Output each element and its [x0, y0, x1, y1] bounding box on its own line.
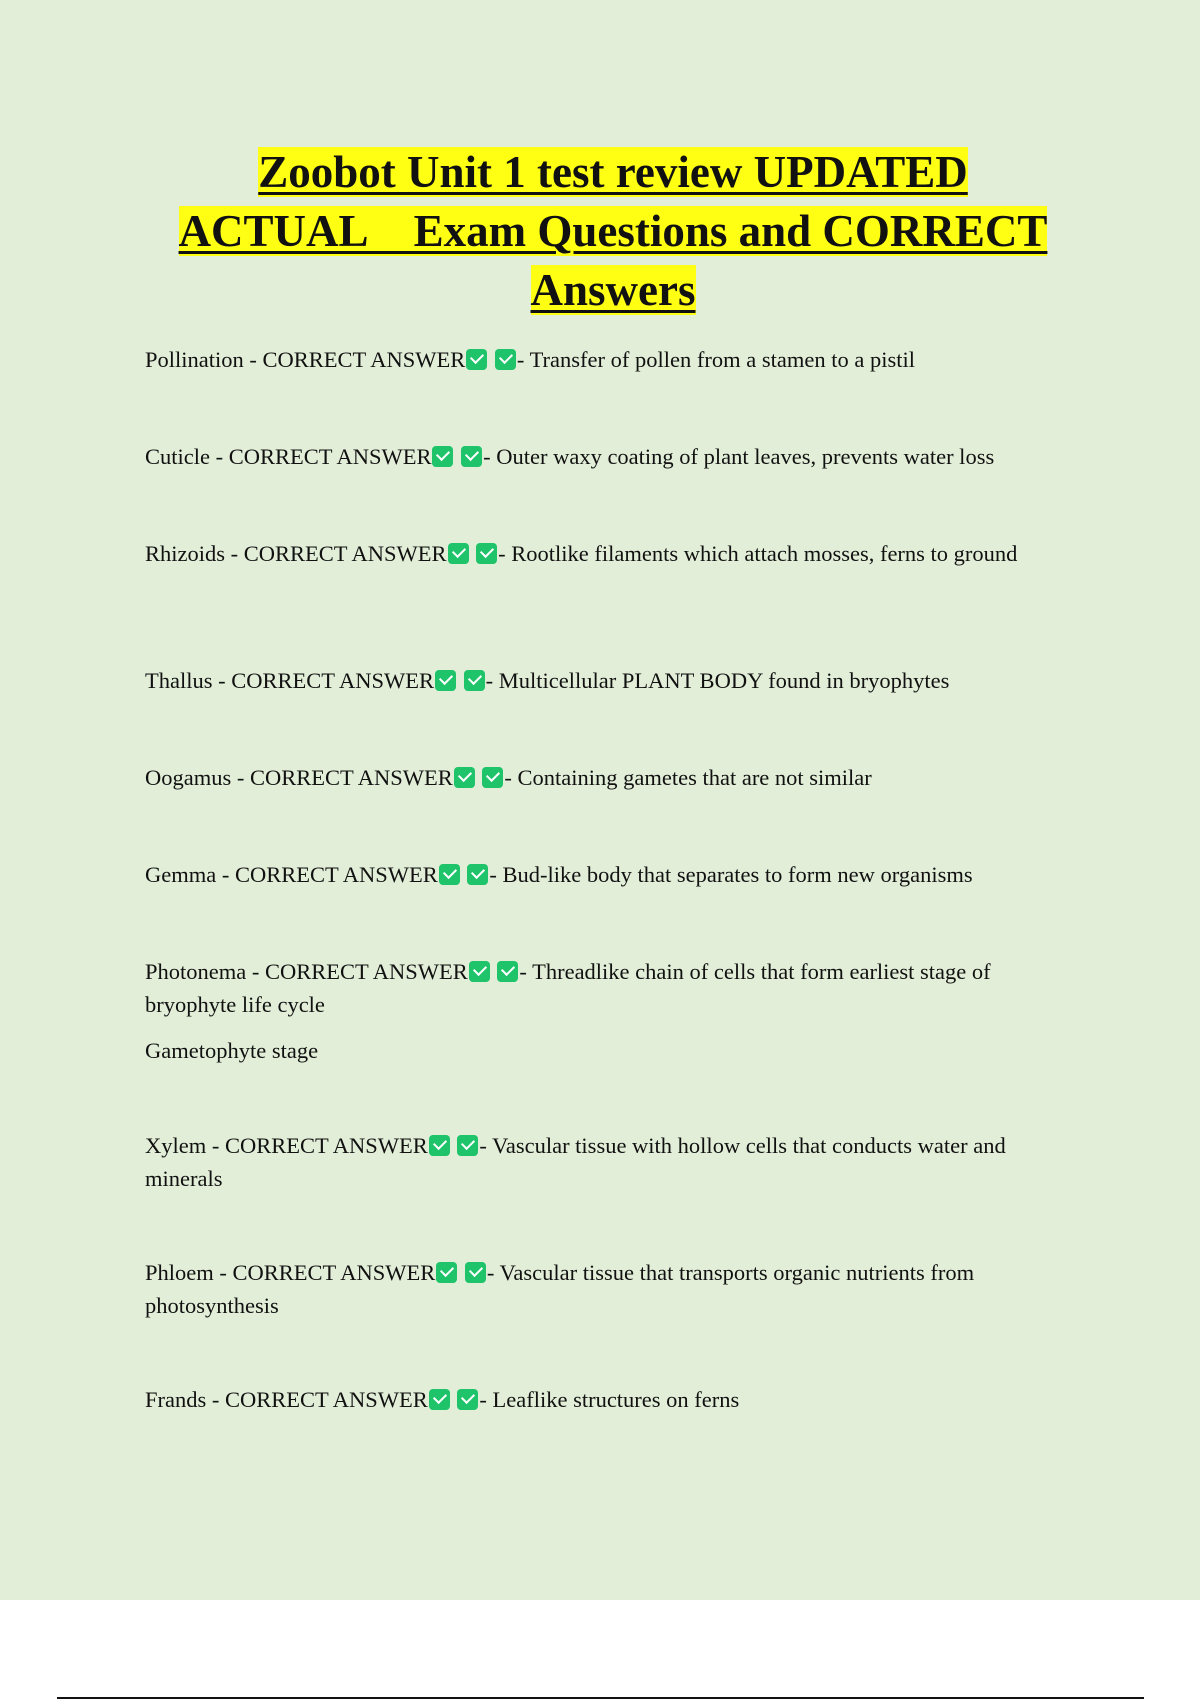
entry-term: Frands — [145, 1387, 207, 1412]
entry-definition: Vascular tissue with hollow cells that conducts water and minerals — [145, 1133, 1006, 1191]
title-line-2: ACTUAL Exam Questions and CORRECT — [178, 206, 1048, 256]
document-title — [140, 143, 1086, 320]
check-box-icon — [454, 767, 475, 788]
entry-term: Phloem — [145, 1260, 214, 1285]
check-box-icon — [466, 349, 487, 370]
entry-photonema-note: Gametophyte stage — [145, 1038, 319, 1063]
answer-label: CORRECT ANSWER — [265, 959, 468, 984]
entry-term: Gemma — [145, 862, 217, 887]
entry-definition: Containing gametes that are not similar — [517, 765, 872, 790]
answer-label: CORRECT ANSWER — [232, 1260, 436, 1285]
entry-definition: Outer waxy coating of plant leaves, prevents water loss — [496, 444, 995, 469]
entry-term: Xylem — [145, 1133, 207, 1158]
check-box-icon — [436, 1262, 457, 1283]
check-box-icon — [429, 1135, 450, 1156]
answer-label: CORRECT ANSWER — [225, 1387, 428, 1412]
check-box-icon — [448, 543, 469, 564]
answer-label: CORRECT ANSWER — [231, 668, 434, 693]
footer-divider — [57, 1697, 1144, 1699]
answer-label: CORRECT ANSWER — [250, 765, 453, 790]
entry-term: Rhizoids — [145, 541, 226, 566]
entry-rhizoids: Rhizoids - CORRECT ANSWER - Rootlike filaments which attach mosses, ferns to ground — [145, 541, 1018, 566]
check-box-icon — [457, 1389, 478, 1410]
entry-definition: Leaflike structures on ferns — [492, 1387, 740, 1412]
entry-definition: Rootlike filaments which attach mosses, ferns to ground — [511, 541, 1018, 566]
check-box-icon — [495, 349, 516, 370]
check-box-icon — [482, 767, 503, 788]
entry-gemma: Gemma - CORRECT ANSWER - Bud-like body that separates to form new organisms — [145, 862, 973, 887]
check-box-icon — [432, 446, 453, 467]
check-box-icon — [461, 446, 482, 467]
entry-term: Oogamus — [145, 765, 232, 790]
answer-label: CORRECT ANSWER — [234, 862, 438, 887]
check-box-icon — [467, 864, 488, 885]
title-line-1: Zoobot Unit 1 test review UPDATED — [258, 147, 968, 197]
entry-definition: Bud-like body that separates to form new organisms — [502, 862, 973, 887]
check-box-icon — [469, 961, 490, 982]
check-box-icon — [476, 543, 497, 564]
check-box-icon — [497, 961, 518, 982]
entry-term: Thallus — [145, 668, 213, 693]
title-line-3: Answers — [530, 265, 696, 315]
entry-photonema: Photonema - CORRECT ANSWER - Threadlike chain of cells that form earliest stage of bryophyte life cycle — [145, 959, 991, 1017]
entry-xylem: Xylem - CORRECT ANSWER - Vascular tissue with hollow cells that conducts water and minerals — [145, 1133, 1006, 1191]
answer-label: CORRECT ANSWER — [262, 347, 466, 372]
answer-label: CORRECT ANSWER — [225, 1133, 428, 1158]
entry-term: Photonema — [145, 959, 247, 984]
entry-phloem: Phloem - CORRECT ANSWER - Vascular tissue that transports organic nutrients from photosynthesis — [145, 1260, 975, 1318]
answer-label: CORRECT ANSWER — [228, 444, 432, 469]
entry-definition: Multicellular PLANT BODY found in bryophytes — [498, 668, 950, 693]
entry-cuticle: Cuticle - CORRECT ANSWER - Outer waxy coating of plant leaves, prevents water loss — [145, 444, 995, 469]
check-box-icon — [429, 1389, 450, 1410]
check-box-icon — [457, 1135, 478, 1156]
answer-label: CORRECT ANSWER — [243, 541, 447, 566]
entry-frands: Frands - CORRECT ANSWER - Leaflike structures on ferns — [145, 1387, 740, 1412]
entry-term: Cuticle — [145, 444, 210, 469]
check-box-icon — [464, 670, 485, 691]
entry-oogamus: Oogamus - CORRECT ANSWER - Containing gametes that are not similar — [145, 765, 872, 790]
check-box-icon — [465, 1262, 486, 1283]
entry-term: Pollination — [145, 347, 244, 372]
entry-thallus: Thallus - CORRECT ANSWER - Multicellular PLANT BODY found in bryophytes — [145, 668, 950, 693]
entry-pollination: Pollination - CORRECT ANSWER - Transfer of pollen from a stamen to a pistil — [145, 347, 915, 372]
check-box-icon — [439, 864, 460, 885]
entry-definition: Threadlike chain of cells that form earliest stage of bryophyte life cycle — [145, 959, 991, 1017]
check-box-icon — [435, 670, 456, 691]
entry-definition: Transfer of pollen from a stamen to a pistil — [529, 347, 915, 372]
entry-definition: Vascular tissue that transports organic nutrients from photosynthesis — [145, 1260, 975, 1318]
